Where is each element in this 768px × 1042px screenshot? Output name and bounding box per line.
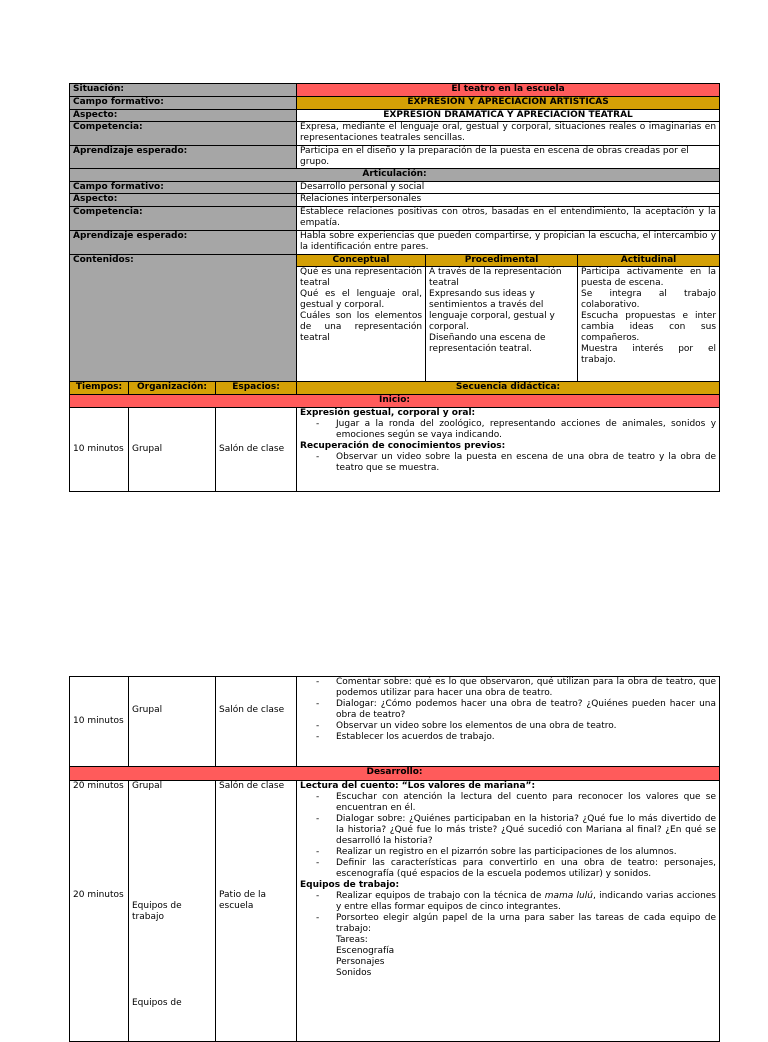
tarea: Personajes xyxy=(336,957,385,967)
organizacion-header: Organización: xyxy=(129,382,216,395)
conceptual-header: Conceptual xyxy=(297,255,426,267)
conceptual-content: Qué es una representación teatral Qué es el lenguaje oral, gestual y corporal. Cuáles son los elementos de una representación teatral xyxy=(297,267,426,382)
activity-list xyxy=(300,792,716,880)
competencia-2-value: Establece relaciones positivas con otros, basadas en el entendimiento, la aceptación y la empatía. xyxy=(297,207,720,231)
espacio-2: Patio de la escuela xyxy=(219,890,267,911)
tarea: Sonidos xyxy=(336,968,372,978)
actitudinal-header: Actitudinal xyxy=(578,255,720,267)
list-item: - Observar un video sobre la puesta en escena de una obra de teatro y la obra de teatro que se muestra. xyxy=(336,452,716,474)
row-label: Aprendizaje esperado: xyxy=(70,146,297,169)
organizacion-cell: Grupal xyxy=(129,408,216,492)
espacio-1: Salón de clase xyxy=(219,781,285,791)
org-1: Grupal xyxy=(132,781,163,791)
list-item: - Jugar a la ronda del zoológico, representando acciones de animales, sonidos y emociones según se vaya indicando. xyxy=(336,419,716,441)
situacion-value: El teatro en la escuela xyxy=(297,84,720,97)
org-2: Equipos de trabajo xyxy=(132,901,182,922)
aspecto-value: EXPRESION DRAMATICA Y APRECIACION TEATRAL xyxy=(297,110,720,122)
tarea: Escenografía xyxy=(336,946,395,956)
item-text: , indicando varias acciones y entre ellas formar equipos de cinco integrantes. xyxy=(336,891,716,912)
secuencia-header: Secuencia didáctica: xyxy=(297,382,720,395)
org-3: Equipos de xyxy=(132,998,182,1008)
list-item: - Porsorteo elegir algún papel de la urna para saber las tareas de cada equipo de trabajo: xyxy=(336,913,716,935)
aspecto-2-value: Relaciones interpersonales xyxy=(297,194,720,207)
section-title: Lectura del cuento: “Los valores de mariana”: xyxy=(300,781,536,791)
procedimental-content: A través de la representación teatral Expresando sus ideas y sentimientos a través del lenguaje corporal, gestual y corporal. Diseñando una escena de representación teatral. xyxy=(426,267,578,382)
activity-list xyxy=(300,419,716,441)
list-item: - Dialogar: ¿Cómo podemos hacer una obra de teatro? ¿Quiénes pueden hacer una obra de teatro? xyxy=(336,699,716,721)
tareas-list xyxy=(300,935,716,979)
campo-formativo-value: EXPRESION Y APRECIACION ARTISTICAS xyxy=(297,97,720,110)
section-title: Expresión gestual, corporal y oral: xyxy=(300,408,476,418)
list-item: - Observar un video sobre los elementos de una obra de teatro. xyxy=(336,721,716,732)
list-item: - Dialogar sobre: ¿Quiénes participaban en la historia? ¿Qué fue lo más divertido de la historia? ¿Qué fue lo más triste? ¿Qué sucedió con Mariana al final? ¿En qué se desarrolló la historia? xyxy=(336,814,716,847)
desarrollo-header: Desarrollo: xyxy=(70,767,720,781)
aprendizaje-value: Participa en el diseño y la preparación de la puesta en escena de obras creadas por el grupo. xyxy=(297,146,720,169)
section-title: Equipos de trabajo: xyxy=(300,880,400,890)
competencia-value: Expresa, mediante el lenguaje oral, gestual y corporal, situaciones reales o imaginarias en representaciones teatrales sencillas. xyxy=(297,122,720,146)
row-label: Aspecto: xyxy=(70,110,297,122)
row-label: Aspecto: xyxy=(70,194,297,207)
tiempo-cell: 10 minutos xyxy=(70,408,129,492)
item-text: Realizar equipos de trabajo con la técnica de xyxy=(336,891,545,901)
list-item: - Escuchar con atención la lectura del cuento para reconocer los valores que se encuentran en él. xyxy=(336,792,716,814)
row-label: Aprendizaje esperado: xyxy=(70,231,297,255)
list-item: - Comentar sobre: qué es lo que observaron, qué utilizan para la obra de teatro, que podemos utilizar para hacer una obra de teatro. xyxy=(336,677,716,699)
tiempo-1: 20 minutos xyxy=(73,781,124,791)
espacio-cell: Salón de clase xyxy=(216,408,297,492)
row-label: Campo formativo: xyxy=(70,97,297,110)
row-label: Situación: xyxy=(70,84,297,97)
organizacion-cell: Grupal xyxy=(129,677,216,767)
planning-table-2 xyxy=(69,676,720,1042)
espacios-header: Espacios: xyxy=(216,382,297,395)
tiempo-2: 20 minutos xyxy=(73,890,124,900)
activity-list xyxy=(300,452,716,474)
activity-list xyxy=(300,891,716,935)
aprendizaje-2-value: Habla sobre experiencias que pueden compartirse, y propician la escucha, el intercambio y la identificación entre pares. xyxy=(297,231,720,255)
campo-formativo-2-value: Desarrollo personal y social xyxy=(297,182,720,194)
row-label: Competencia: xyxy=(70,207,297,231)
planning-table-1 xyxy=(69,83,720,492)
row-label: Campo formativo: xyxy=(70,182,297,194)
list-item: - Realizar un registro en el pizarrón sobre las participaciones de los alumnos. xyxy=(336,847,716,858)
actitudinal-content: Participa activamente en la puesta de escena. Se integra al trabajo colaborativo. Escucha propuestas e inter cambia ideas con sus compañeros. Muestra interés por el trabajo. xyxy=(578,267,720,382)
item-text-italic: mama lulú xyxy=(544,891,593,901)
inicio-header: Inicio: xyxy=(70,395,720,408)
espacio-cell xyxy=(216,781,297,1042)
list-item xyxy=(336,891,716,913)
contenidos-label: Contenidos: xyxy=(70,255,297,382)
activity-list xyxy=(300,677,716,743)
articulacion-header: Articulación: xyxy=(70,169,720,182)
secuencia-cell xyxy=(297,408,720,492)
secuencia-cell xyxy=(297,677,720,767)
row-label: Competencia: xyxy=(70,122,297,146)
espacio-cell: Salón de clase xyxy=(216,677,297,767)
list-item: - Establecer los acuerdos de trabajo. xyxy=(336,732,716,743)
organizacion-cell xyxy=(129,781,216,1042)
tiempos-header: Tiempos: xyxy=(70,382,129,395)
secuencia-cell xyxy=(297,781,720,1042)
tiempo-cell xyxy=(70,781,129,1042)
procedimental-header: Procedimental xyxy=(426,255,578,267)
list-item: - Definir las características para convertirlo en una obra de teatro: personajes, escenografía (qué espacios de la escuela podemos utilizar) y sonidos. xyxy=(336,858,716,880)
tarea: Tareas: xyxy=(336,935,368,945)
section-title: Recuperación de conocimientos previos: xyxy=(300,441,506,451)
tiempo-cell: 10 minutos xyxy=(70,677,129,767)
